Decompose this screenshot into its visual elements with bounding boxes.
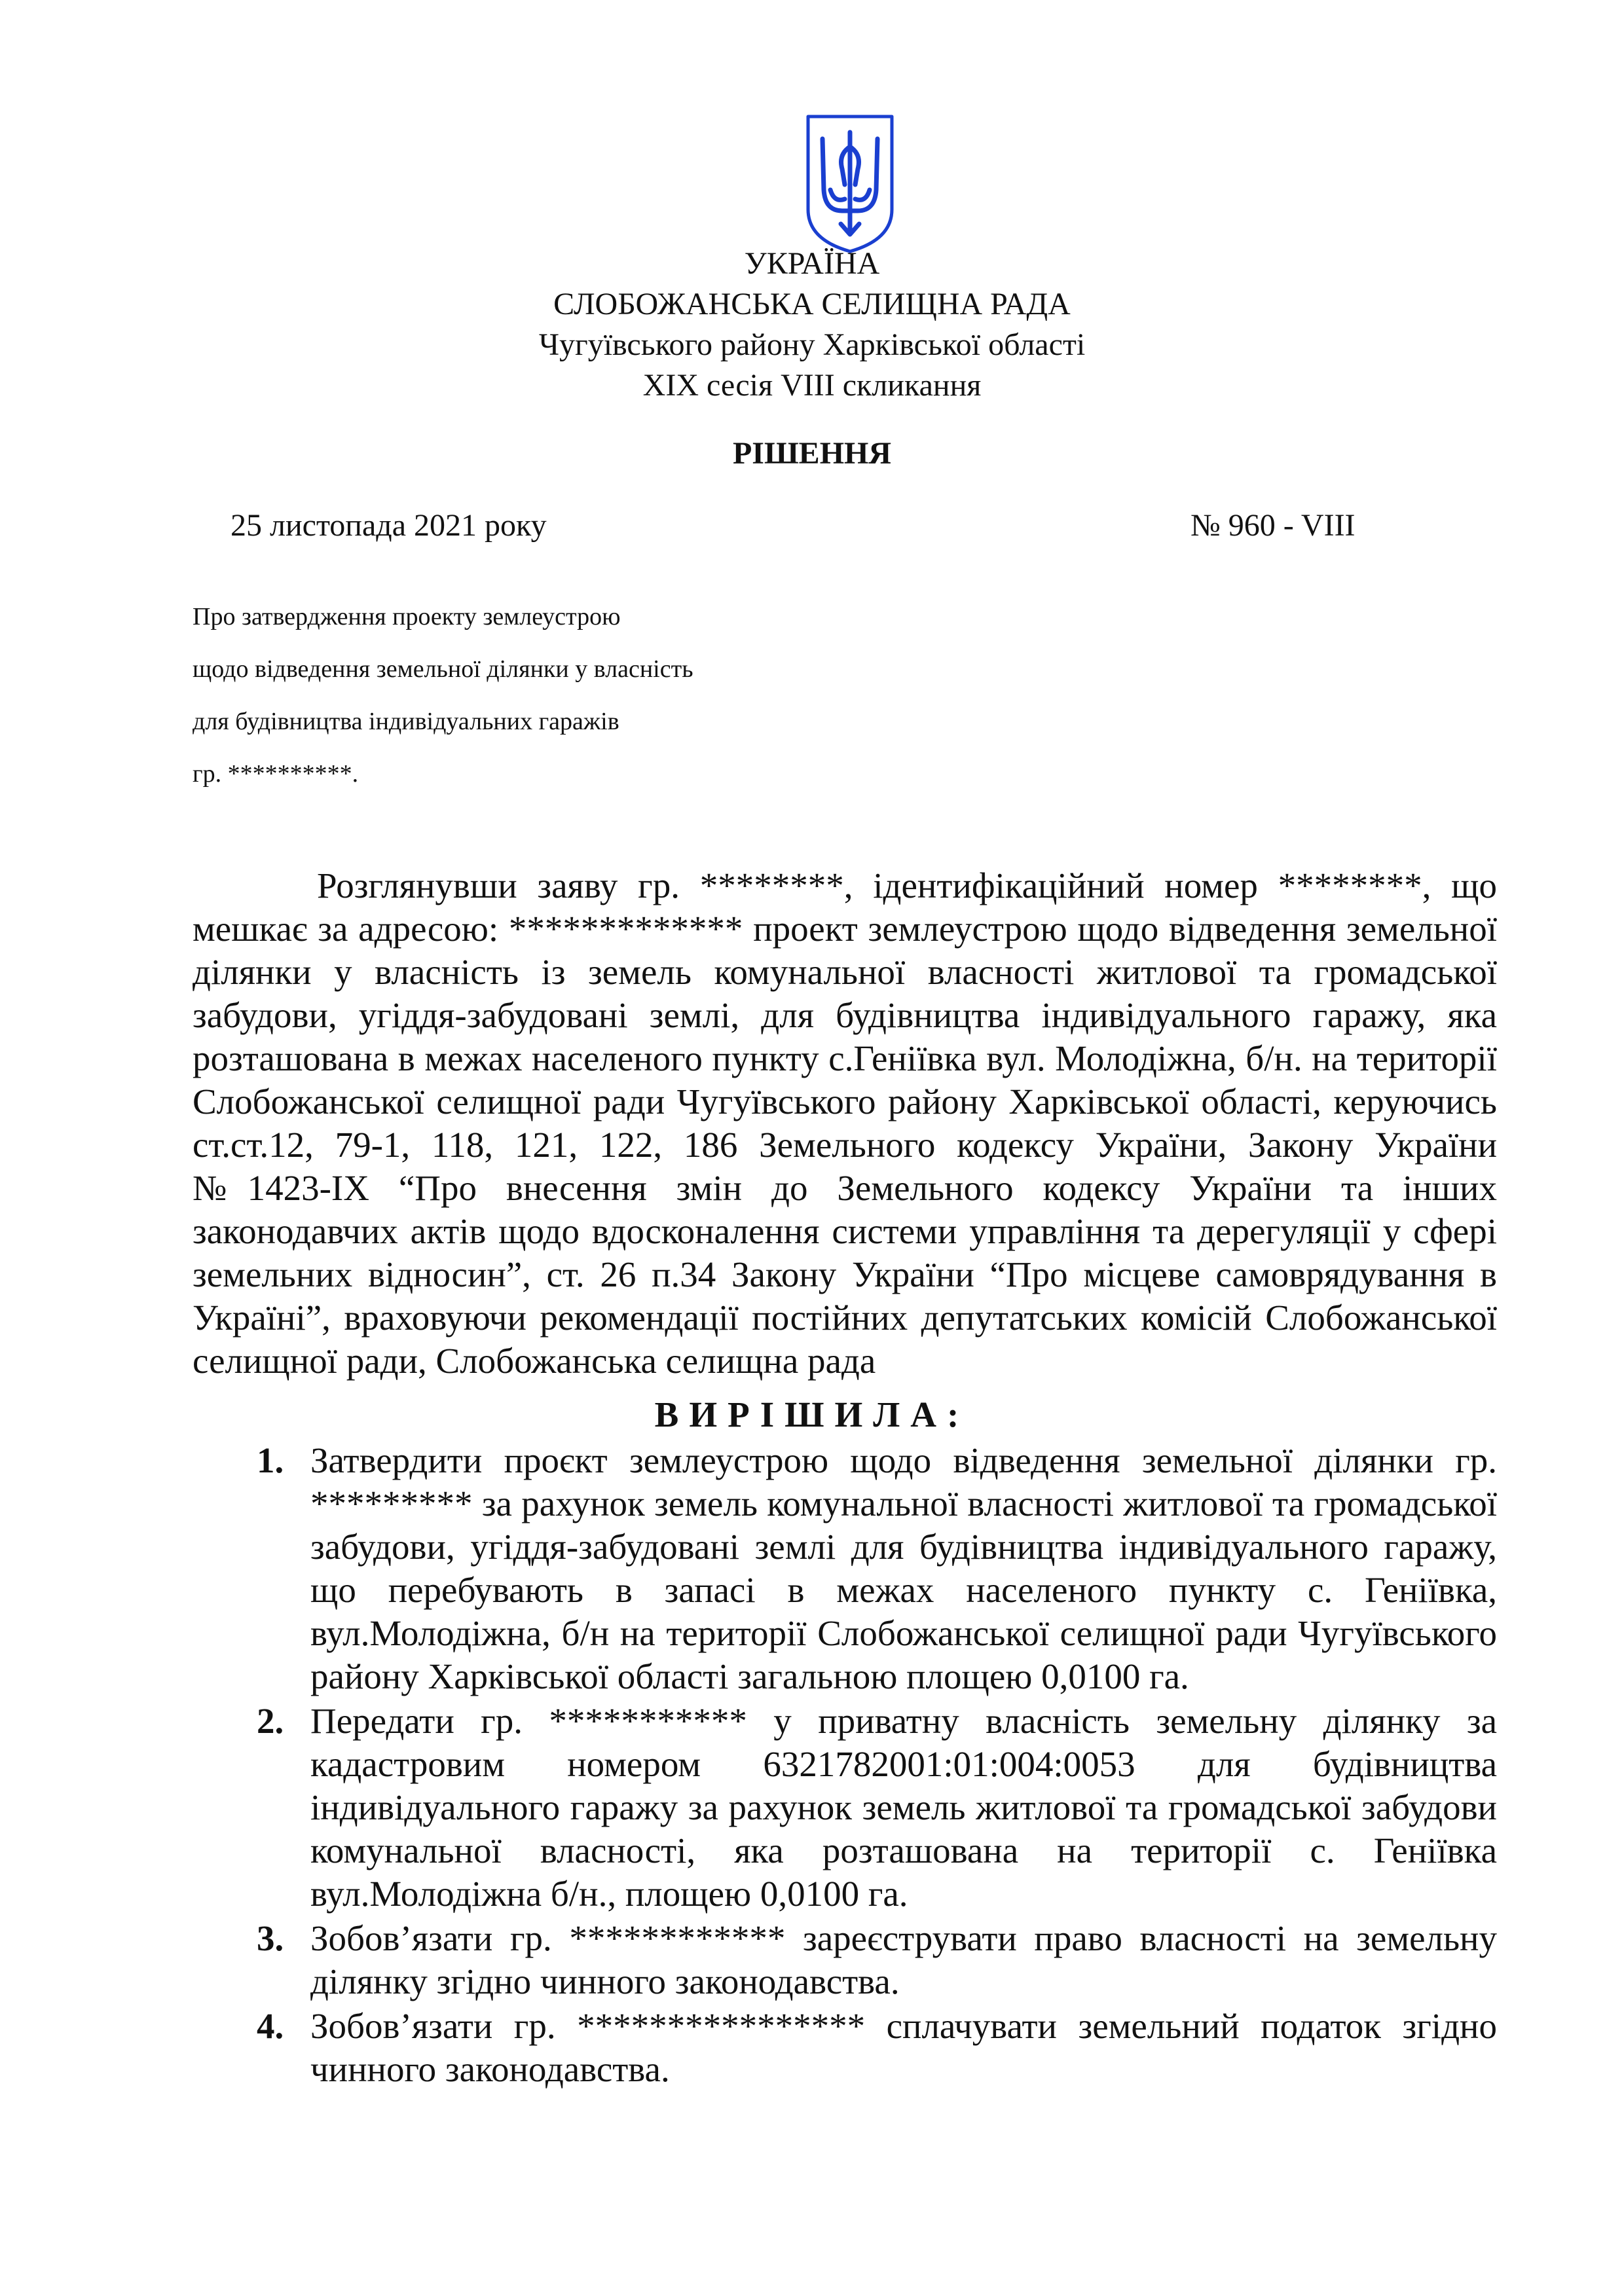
item-number: 4. <box>257 2006 284 2046</box>
subject-line: гр. **********. <box>193 760 359 788</box>
list-item <box>257 1439 1497 1698</box>
list-item <box>257 1917 1497 2003</box>
council-name: СЛОБОЖАНСЬКА СЕЛИЩНА РАДА <box>553 287 1071 321</box>
item-number: 3. <box>257 1918 284 1958</box>
list-item <box>257 2005 1497 2091</box>
decision-date: 25 листопада 2021 року <box>231 508 547 543</box>
item-number: 2. <box>257 1701 284 1741</box>
header-block <box>0 244 1624 406</box>
item-text: Передати гр. *********** у приватну власність земельну ділянку за кадастровим номером 6321782001:01:004:0053 для будівництва індивідуального гаражу за рахунок земель житлової та громадської забудови комунальної власності, яка розташована на території с. Геніївка вул.Молодіжна б/н., площею 0,0100 га. <box>310 1701 1497 1914</box>
item-text: Зобов’язати гр. ************ зареєструвати право власності на земельну ділянку згідно чинного законодавства. <box>310 1918 1497 2001</box>
item-text: Зобов’язати гр. **************** сплачувати земельний податок згідно чинного законодавства. <box>310 2006 1497 2089</box>
document-type-heading: РІШЕННЯ <box>732 436 892 471</box>
item-text: Затвердити проєкт землеустрою щодо відведення земельної ділянки гр. ********* за рахунок земель комунальної власності житлової та громадської забудови, угіддя-забудовані землі для будівництва індивідуального гаражу, що перебувають в запасі в межах населеного пункту с. Геніївка, вул.Молодіжна, б/н на території Слобожанської селищної ради Чугуївського району Харківської області загальною площею 0,0100 га. <box>310 1440 1497 1696</box>
subject-block <box>193 601 1109 811</box>
country-name: УКРАЇНА <box>744 246 880 281</box>
trident-coat-of-arms-icon <box>804 113 896 254</box>
session-line: ХІХ сесія VIII скликання <box>642 368 982 403</box>
preamble-paragraph: Розглянувши заяву гр. ********, ідентифікаційний номер ********, що мешкає за адресою: ************* проект землеустрою щодо відведення земельної ділянки у власність із земель комунальної власності житлової та громадської забудови, угіддя-забудовані землі, для будівництва індивідуального гаражу, яка розташована в межах населеного пункту с.Геніївка вул. Молодіжна, б/н. на території Слобожанської селищної ради Чугуївського району Харківської області, керуючись ст.ст.12, 79-1, 118, 121, 122, 186 Земельного кодексу України, Закону України №1423-IX “Про внесення змін до Земельного кодексу України та інших законодавчих актів щодо вдосконалення системи управління та дерегуляції у сфері земельних відносин”, ст. 26 п.34 Закону України “Про місцеве самоврядування в Україні”, враховуючи рекомендації постійних депутатських комісій Слобожанської селищної ради, Слобожанська селищна рада <box>193 866 1497 1381</box>
subject-line: для будівництва індивідуальних гаражів <box>193 708 619 735</box>
item-number: 1. <box>257 1440 284 1480</box>
subject-line: щодо відведення земельної ділянки у власність <box>193 655 693 683</box>
subject-line: Про затвердження проекту землеустрою <box>193 603 621 630</box>
decision-number: № 960 - VIII <box>1190 508 1356 543</box>
list-item <box>257 1700 1497 1916</box>
resolution-items <box>257 1439 1497 2092</box>
resolved-heading: ВИРІШИЛА: <box>654 1394 970 1434</box>
district-name: Чугуївського району Харківської області <box>538 327 1086 362</box>
